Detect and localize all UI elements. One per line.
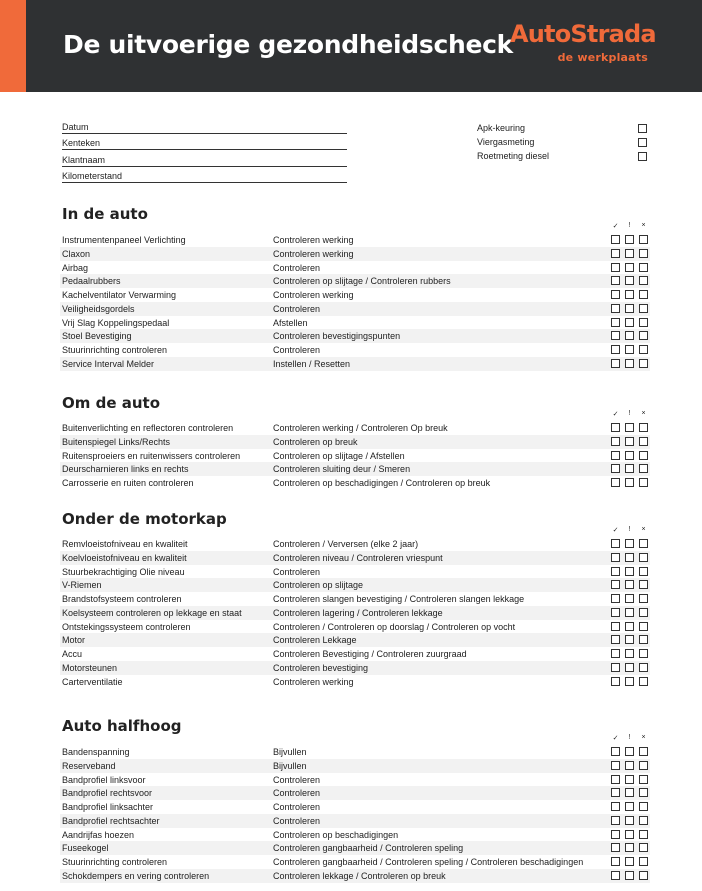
- checkbox-fail[interactable]: [639, 478, 648, 487]
- row-action: Controleren: [273, 774, 321, 785]
- checkbox-attention[interactable]: [625, 761, 634, 770]
- checkbox-attention[interactable]: [625, 580, 634, 589]
- checkbox-attention[interactable]: [625, 478, 634, 487]
- row-item: Koelvloeistofniveau en kwaliteit: [62, 552, 187, 563]
- warning-mark-icon: !: [628, 410, 631, 417]
- row-item: Stuurinrichting controleren: [62, 345, 168, 355]
- checkbox-ok[interactable]: [611, 464, 620, 473]
- checkbox-fail[interactable]: [639, 263, 648, 272]
- checklist-row: [60, 316, 650, 330]
- checkbox-fail[interactable]: [639, 788, 648, 797]
- checkbox-ok[interactable]: [611, 677, 620, 686]
- checkbox-attention[interactable]: [625, 871, 634, 880]
- option-apk: [477, 122, 649, 134]
- checklist-row: [60, 814, 650, 828]
- row-item: Accu: [62, 649, 83, 659]
- checkbox-ok[interactable]: [611, 290, 620, 299]
- checklist-row: [60, 647, 650, 661]
- check-mark-icon: ✓: [612, 735, 619, 742]
- row-action: Controleren op slijtage: [273, 580, 364, 591]
- checkbox-attention[interactable]: [625, 359, 634, 368]
- checkbox-ok[interactable]: [611, 263, 620, 272]
- checkbox-fail[interactable]: [639, 816, 648, 825]
- checkbox-fail[interactable]: [639, 830, 648, 839]
- row-action: Controleren op breuk: [273, 436, 358, 447]
- checkbox-fail[interactable]: [639, 567, 648, 576]
- checkbox-fail[interactable]: [639, 359, 648, 368]
- row-item: Schokdempers en vering controleren: [62, 870, 210, 881]
- page-header: [0, 0, 702, 92]
- row-item: Koelsysteem controleren op lekkage en staat: [62, 607, 242, 618]
- section-title-in-de-auto: In de auto: [62, 205, 148, 223]
- checkbox-fail[interactable]: [639, 622, 648, 631]
- checkbox-fail[interactable]: [639, 871, 648, 880]
- checkbox-ok[interactable]: [611, 276, 620, 285]
- row-item: Aandrijfas hoezen: [62, 829, 135, 840]
- checkbox-ok[interactable]: [611, 567, 620, 576]
- checkbox-attention[interactable]: [625, 816, 634, 825]
- checkbox-attention[interactable]: [625, 775, 634, 784]
- checkbox-attention[interactable]: [625, 635, 634, 644]
- checkbox-attention[interactable]: [625, 830, 634, 839]
- checkbox-fail[interactable]: [639, 775, 648, 784]
- column-marks: [610, 526, 650, 536]
- checkbox-ok[interactable]: [611, 857, 620, 866]
- checkbox-fail[interactable]: [639, 608, 648, 617]
- row-action: Bijvullen: [273, 760, 307, 771]
- row-action: Controleren gangbaarheid / Controleren speling: [273, 843, 464, 854]
- check-mark-icon: ✓: [612, 223, 619, 230]
- checklist-row: [60, 620, 650, 634]
- warning-mark-icon: !: [628, 222, 631, 229]
- checklist-row: [60, 274, 650, 288]
- autostrada-logo: [510, 20, 660, 70]
- checkbox-ok[interactable]: [611, 622, 620, 631]
- customer-name-field[interactable]: [62, 154, 347, 167]
- option-gas: [477, 136, 649, 148]
- checkbox-ok[interactable]: [611, 816, 620, 825]
- row-item: Deurscharnieren links en rechts: [62, 464, 189, 475]
- checkbox-ok[interactable]: [611, 747, 620, 756]
- checkbox-ok[interactable]: [611, 594, 620, 603]
- checklist-row: [60, 247, 650, 261]
- checkbox-ok[interactable]: [611, 788, 620, 797]
- checklist-row: [60, 661, 650, 675]
- checkbox-ok[interactable]: [611, 871, 620, 880]
- checkbox-attention[interactable]: [625, 594, 634, 603]
- checkbox-attention[interactable]: [625, 263, 634, 272]
- checkbox-ok[interactable]: [611, 345, 620, 354]
- field-label: Klantnaam: [62, 155, 106, 165]
- row-item: Motorsteunen: [62, 662, 118, 673]
- checkbox-attention[interactable]: [625, 677, 634, 686]
- checkbox-attention[interactable]: [625, 345, 634, 354]
- row-action: Controleren: [273, 262, 321, 273]
- checkbox-ok[interactable]: [611, 423, 620, 432]
- checkbox-fail[interactable]: [639, 553, 648, 562]
- checkbox-ok[interactable]: [611, 663, 620, 672]
- checklist-row: [60, 800, 650, 814]
- checklist-row: [60, 786, 650, 800]
- row-action: Afstellen: [273, 317, 308, 328]
- checkbox-ok[interactable]: [611, 437, 620, 446]
- checklist-row: [60, 462, 650, 476]
- checkbox-attention[interactable]: [625, 663, 634, 672]
- row-action: Controleren: [273, 802, 321, 812]
- row-item: Stoel Bevestiging: [62, 331, 132, 342]
- checkbox-attention[interactable]: [625, 331, 634, 340]
- checklist-row: [60, 302, 650, 316]
- row-item: Reserveband: [62, 760, 116, 771]
- row-item: Bandprofiel rechtsvoor: [62, 788, 153, 799]
- row-action: Controleren op beschadigingen: [273, 829, 399, 840]
- option-checkbox[interactable]: [638, 124, 647, 133]
- checkbox-fail[interactable]: [639, 761, 648, 770]
- row-action: Controleren Lekkage: [273, 635, 357, 646]
- checkbox-ok[interactable]: [611, 802, 620, 811]
- row-item: Brandstofsysteem controleren: [62, 594, 182, 604]
- checkbox-attention[interactable]: [625, 451, 634, 460]
- checklist-row: [60, 592, 650, 606]
- row-item: Veiligheidsgordels: [62, 303, 135, 314]
- checkbox-attention[interactable]: [625, 788, 634, 797]
- checkbox-fail[interactable]: [639, 331, 648, 340]
- checkbox-attention[interactable]: [625, 304, 634, 313]
- checkbox-fail[interactable]: [639, 649, 648, 658]
- checkbox-ok[interactable]: [611, 553, 620, 562]
- row-action: Controleren werking: [273, 248, 354, 259]
- checkbox-fail[interactable]: [639, 318, 648, 327]
- checkbox-ok[interactable]: [611, 649, 620, 658]
- checkbox-fail[interactable]: [639, 843, 648, 852]
- checkbox-ok[interactable]: [611, 608, 620, 617]
- checkbox-ok[interactable]: [611, 304, 620, 313]
- checkbox-ok[interactable]: [611, 775, 620, 784]
- checkbox-fail[interactable]: [639, 594, 648, 603]
- checklist-row: [60, 343, 650, 357]
- row-action: Controleren werking: [273, 290, 354, 300]
- checklist-row: [60, 421, 650, 435]
- checkbox-ok[interactable]: [611, 478, 620, 487]
- row-action: Controleren bevestigingspunten: [273, 331, 401, 342]
- cross-mark-icon: ×: [641, 410, 646, 417]
- checkbox-fail[interactable]: [639, 290, 648, 299]
- checkbox-attention[interactable]: [625, 608, 634, 617]
- checkbox-attention[interactable]: [625, 318, 634, 327]
- checkbox-ok[interactable]: [611, 451, 620, 460]
- checkbox-fail[interactable]: [639, 663, 648, 672]
- row-item: Claxon: [62, 248, 91, 259]
- row-action: Controleren: [273, 815, 321, 826]
- checkbox-attention[interactable]: [625, 747, 634, 756]
- warning-mark-icon: !: [628, 734, 631, 741]
- checkbox-attention[interactable]: [625, 857, 634, 866]
- checkbox-attention[interactable]: [625, 553, 634, 562]
- row-action: Controleren: [273, 788, 321, 799]
- row-item: Carrosserie en ruiten controleren: [62, 478, 194, 488]
- checklist-row: [60, 759, 650, 773]
- checkbox-fail[interactable]: [639, 249, 648, 258]
- logo-tagline: de werkplaats: [557, 51, 648, 64]
- checklist-row: [60, 841, 650, 855]
- checklist-row: [60, 745, 650, 759]
- checklist-row: [60, 435, 650, 449]
- checkbox-attention[interactable]: [625, 276, 634, 285]
- checkbox-fail[interactable]: [639, 345, 648, 354]
- row-item: Buitenspiegel Links/Rechts: [62, 436, 171, 447]
- cross-mark-icon: ×: [641, 222, 646, 229]
- checkbox-attention[interactable]: [625, 249, 634, 258]
- row-item: Bandprofiel rechtsachter: [62, 815, 160, 826]
- row-item: Ruitensproeiers en ruitenwissers controleren: [62, 450, 241, 461]
- row-action: Controleren niveau / Controleren vriespunt: [273, 552, 443, 563]
- row-item: Fuseekogel: [62, 843, 109, 854]
- page-title: De uitvoerige gezondheidscheck: [63, 30, 513, 59]
- row-action: Instellen / Resetten: [273, 358, 351, 369]
- row-action: Controleren werking / Controleren Op breuk: [273, 423, 448, 433]
- checkbox-attention[interactable]: [625, 843, 634, 852]
- row-item: Pedaalrubbers: [62, 276, 121, 287]
- checkbox-attention[interactable]: [625, 464, 634, 473]
- row-item: Stuurinrichting controleren: [62, 857, 168, 867]
- checkbox-fail[interactable]: [639, 437, 648, 446]
- checkbox-fail[interactable]: [639, 580, 648, 589]
- checkbox-fail[interactable]: [639, 235, 648, 244]
- accent-bar: [0, 0, 26, 92]
- row-item: Stuurbekrachtiging Olie niveau: [62, 566, 185, 577]
- column-marks: [610, 410, 650, 420]
- checkbox-fail[interactable]: [639, 423, 648, 432]
- row-item: Instrumentenpaneel Verlichting: [62, 235, 186, 245]
- checkbox-ok[interactable]: [611, 235, 620, 244]
- row-action: Controleren op slijtage / Afstellen: [273, 450, 405, 461]
- row-action: Controleren werking: [273, 235, 354, 245]
- section-title-om-de-auto: Om de auto: [62, 394, 161, 412]
- checklist-row: [60, 233, 650, 247]
- checkbox-ok[interactable]: [611, 249, 620, 258]
- mileage-field[interactable]: [62, 170, 347, 183]
- option-label: Roetmeting diesel: [477, 151, 550, 161]
- row-action: Controleren gangbaarheid / Controleren speling / Controleren beschadigingen: [273, 857, 584, 867]
- date-field[interactable]: [62, 121, 347, 134]
- checkbox-ok[interactable]: [611, 331, 620, 340]
- checkbox-ok[interactable]: [611, 830, 620, 839]
- checkbox-fail[interactable]: [639, 451, 648, 460]
- checkbox-attention[interactable]: [625, 649, 634, 658]
- checkbox-ok[interactable]: [611, 359, 620, 368]
- row-item: Buitenverlichting en reflectoren controleren: [62, 423, 234, 433]
- checklist-row: [60, 773, 650, 787]
- check-mark-icon: ✓: [612, 411, 619, 418]
- section-title-auto-halfhoog: Auto halfhoog: [62, 717, 182, 735]
- row-item: Bandenspanning: [62, 747, 130, 757]
- row-action: Controleren Bevestiging / Controleren zuurgraad: [273, 649, 467, 659]
- option-label: Viergasmeting: [477, 137, 535, 147]
- row-item: Bandprofiel linksvoor: [62, 774, 146, 785]
- row-action: Controleren op slijtage / Controleren rubbers: [273, 276, 451, 287]
- field-label: Kenteken: [62, 138, 101, 148]
- column-marks: [610, 734, 650, 744]
- row-action: Controleren op beschadigingen / Controleren op breuk: [273, 478, 491, 488]
- checkbox-attention[interactable]: [625, 235, 634, 244]
- checkbox-fail[interactable]: [639, 539, 648, 548]
- option-checkbox[interactable]: [638, 152, 647, 161]
- checklist-row: [60, 537, 650, 551]
- row-item: Kachelventilator Verwarming: [62, 290, 177, 300]
- option-checkbox[interactable]: [638, 138, 647, 147]
- row-item: Carterventilatie: [62, 676, 123, 687]
- row-action: Controleren: [273, 303, 321, 314]
- checkbox-attention[interactable]: [625, 290, 634, 299]
- field-label: Kilometerstand: [62, 171, 123, 181]
- row-action: Controleren lagering / Controleren lekkage: [273, 607, 443, 618]
- checklist-row: [60, 357, 650, 371]
- row-action: Bijvullen: [273, 747, 307, 757]
- checkbox-ok[interactable]: [611, 580, 620, 589]
- option-soot: [477, 150, 649, 162]
- row-item: Airbag: [62, 262, 89, 273]
- checklist-row: [60, 565, 650, 579]
- field-label: Datum: [62, 122, 89, 132]
- checklist-row: [60, 261, 650, 275]
- row-action: Controleren sluiting deur / Smeren: [273, 464, 411, 475]
- check-mark-icon: ✓: [612, 527, 619, 534]
- checklist-row: [60, 578, 650, 592]
- license-plate-field[interactable]: [62, 137, 347, 150]
- warning-mark-icon: !: [628, 526, 631, 533]
- row-item: Vrij Slag Koppelingspedaal: [62, 317, 170, 328]
- checkbox-attention[interactable]: [625, 567, 634, 576]
- row-action: Controleren bevestiging: [273, 662, 369, 673]
- checklist-row: [60, 828, 650, 842]
- row-action: Controleren / Verversen (elke 2 jaar): [273, 539, 419, 549]
- checkbox-fail[interactable]: [639, 304, 648, 313]
- section-title-onder-de-motorkap: Onder de motorkap: [62, 510, 227, 528]
- row-action: Controleren: [273, 566, 321, 577]
- column-marks: [610, 222, 650, 232]
- checklist-row: [60, 869, 650, 883]
- checklist-row: [60, 551, 650, 565]
- checklist-row: [60, 606, 650, 620]
- checklist-row: [60, 449, 650, 463]
- row-item: Service Interval Melder: [62, 358, 155, 369]
- checkbox-ok[interactable]: [611, 843, 620, 852]
- row-item: Bandprofiel linksachter: [62, 802, 154, 812]
- checklist-row: [60, 476, 650, 490]
- checkbox-fail[interactable]: [639, 857, 648, 866]
- row-action: Controleren werking: [273, 676, 354, 687]
- checklist-row: [60, 329, 650, 343]
- checklist-row: [60, 855, 650, 869]
- row-action: Controleren slangen bevestiging / Controleren slangen lekkage: [273, 594, 525, 604]
- checkbox-fail[interactable]: [639, 747, 648, 756]
- row-item: Motor: [62, 635, 86, 646]
- logo-wordmark: AutoStrada: [510, 20, 656, 48]
- checkbox-ok[interactable]: [611, 761, 620, 770]
- row-action: Controleren / Controleren op doorslag / Controleren op vocht: [273, 621, 516, 632]
- checkbox-attention[interactable]: [625, 622, 634, 631]
- checklist-row: [60, 675, 650, 689]
- checkbox-fail[interactable]: [639, 677, 648, 686]
- checkbox-fail[interactable]: [639, 802, 648, 811]
- row-action: Controleren: [273, 345, 321, 355]
- cross-mark-icon: ×: [641, 526, 646, 533]
- checkbox-ok[interactable]: [611, 318, 620, 327]
- checklist-row: [60, 633, 650, 647]
- row-action: Controleren lekkage / Controleren op breuk: [273, 870, 446, 881]
- checkbox-ok[interactable]: [611, 539, 620, 548]
- checkbox-attention[interactable]: [625, 802, 634, 811]
- row-item: Remvloeistofniveau en kwaliteit: [62, 539, 188, 549]
- checklist-row: [60, 288, 650, 302]
- checkbox-fail[interactable]: [639, 635, 648, 644]
- option-label: Apk-keuring: [477, 123, 526, 133]
- checkbox-fail[interactable]: [639, 464, 648, 473]
- row-item: V-Riemen: [62, 580, 102, 591]
- cross-mark-icon: ×: [641, 734, 646, 741]
- checkbox-ok[interactable]: [611, 635, 620, 644]
- checkbox-attention[interactable]: [625, 423, 634, 432]
- checkbox-attention[interactable]: [625, 437, 634, 446]
- row-item: Ontstekingssysteem controleren: [62, 621, 191, 632]
- checkbox-attention[interactable]: [625, 539, 634, 548]
- checkbox-fail[interactable]: [639, 276, 648, 285]
